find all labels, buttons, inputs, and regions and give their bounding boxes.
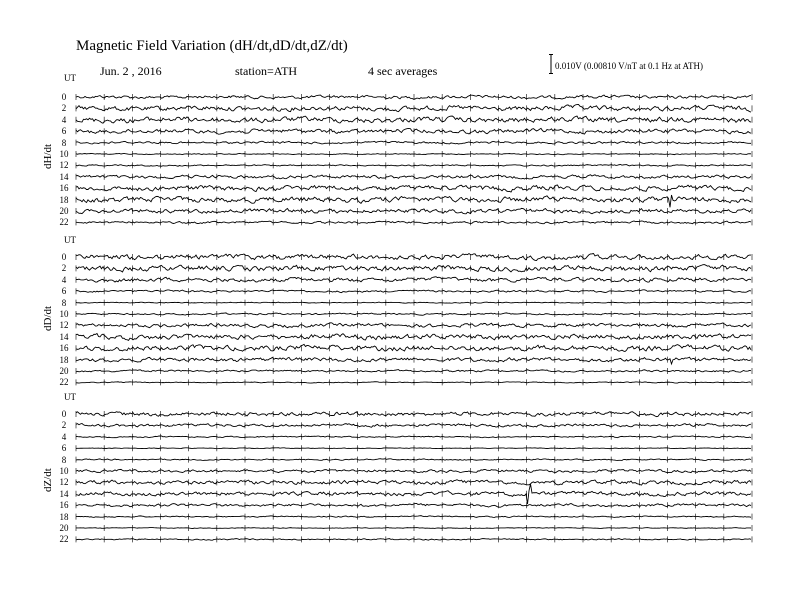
hour-tick-label: 0 (61, 92, 67, 102)
hour-tick-label: 8 (61, 297, 67, 308)
trace-line (76, 423, 751, 427)
hour-tick-label: 10 (59, 149, 69, 159)
trace-line (76, 480, 751, 486)
trace-line (76, 253, 751, 260)
trace-line (76, 334, 751, 341)
hour-tick-label: 8 (61, 454, 67, 465)
hour-tick-label: 6 (61, 126, 67, 137)
trace-line (76, 370, 751, 373)
hour-tick-label: 0 (61, 409, 67, 419)
trace-line (76, 104, 751, 112)
chart-title: Magnetic Field Variation (dH/dt,dD/dt,dZ/dt) (76, 38, 348, 54)
trace-line (76, 436, 751, 438)
hour-tick-label: 22 (59, 377, 69, 388)
trace-line (76, 195, 751, 207)
hour-tick-label: 6 (61, 286, 67, 297)
trace-line (76, 208, 751, 213)
panel-ylabel: dZ/dt (42, 468, 54, 492)
trace-line (76, 175, 751, 179)
trace-line (76, 141, 751, 144)
trace-line (76, 344, 751, 351)
hour-tick-label: 12 (59, 160, 69, 171)
trace-line (76, 357, 751, 364)
ut-label: UT (64, 235, 76, 245)
trace-line (76, 302, 751, 303)
panel-ylabel: dH/dt (42, 143, 54, 169)
averaging-label: 4 sec averages (368, 64, 438, 78)
trace-line (76, 459, 751, 461)
trace-line (76, 484, 751, 504)
hour-tick-label: 12 (59, 477, 69, 488)
trace-line (76, 503, 751, 507)
trace-line (76, 313, 751, 315)
hour-tick-label: 6 (61, 443, 67, 454)
date-label: Jun. 2 , 2016 (100, 64, 162, 78)
hour-tick-label: 14 (59, 331, 69, 342)
trace-line (76, 290, 751, 293)
trace-line (76, 128, 751, 134)
hour-tick-label: 4 (61, 431, 67, 442)
hour-tick-label: 16 (59, 343, 69, 354)
hour-tick-label: 0 (61, 252, 67, 262)
hour-tick-label: 16 (59, 183, 69, 194)
hour-tick-label: 20 (59, 366, 69, 376)
hour-tick-label: 10 (59, 466, 69, 476)
ut-label: UT (64, 73, 76, 83)
hour-tick-label: 18 (59, 511, 69, 522)
hour-tick-label: 20 (59, 523, 69, 533)
trace-line (76, 516, 751, 518)
scale-label: 0.010V (0.00810 V/nT at 0.1 Hz at ATH) (555, 61, 703, 71)
hour-tick-label: 10 (59, 309, 69, 319)
panel-ylabel: dD/dt (42, 305, 54, 331)
trace-line (76, 153, 751, 154)
trace-line (76, 323, 751, 328)
hour-tick-label: 16 (59, 500, 69, 511)
hour-tick-label: 12 (59, 320, 69, 331)
hour-tick-label: 22 (59, 534, 69, 545)
trace-line (76, 382, 751, 383)
trace-line (76, 116, 751, 123)
trace-line (76, 185, 751, 192)
trace-line (76, 448, 751, 449)
trace-line (76, 265, 751, 272)
hour-tick-label: 14 (59, 488, 69, 499)
hour-tick-label: 2 (61, 263, 67, 274)
ut-label: UT (64, 392, 76, 402)
trace-line (76, 95, 751, 99)
hour-tick-label: 20 (59, 206, 69, 216)
trace-line (76, 221, 751, 224)
trace-line (76, 412, 751, 417)
hour-tick-label: 18 (59, 194, 69, 205)
trace-line (76, 164, 751, 166)
station-label: station=ATH (235, 64, 298, 78)
hour-tick-label: 4 (61, 274, 67, 285)
hour-tick-label: 18 (59, 354, 69, 365)
trace-line (76, 277, 751, 282)
hour-tick-label: 2 (61, 420, 67, 431)
trace-line (76, 539, 751, 541)
hour-tick-label: 4 (61, 114, 67, 125)
trace-line (76, 469, 751, 472)
trace-line (76, 528, 751, 529)
hour-tick-label: 2 (61, 103, 67, 114)
hour-tick-label: 8 (61, 137, 67, 148)
hour-tick-label: 22 (59, 217, 69, 228)
hour-tick-label: 14 (59, 171, 69, 182)
